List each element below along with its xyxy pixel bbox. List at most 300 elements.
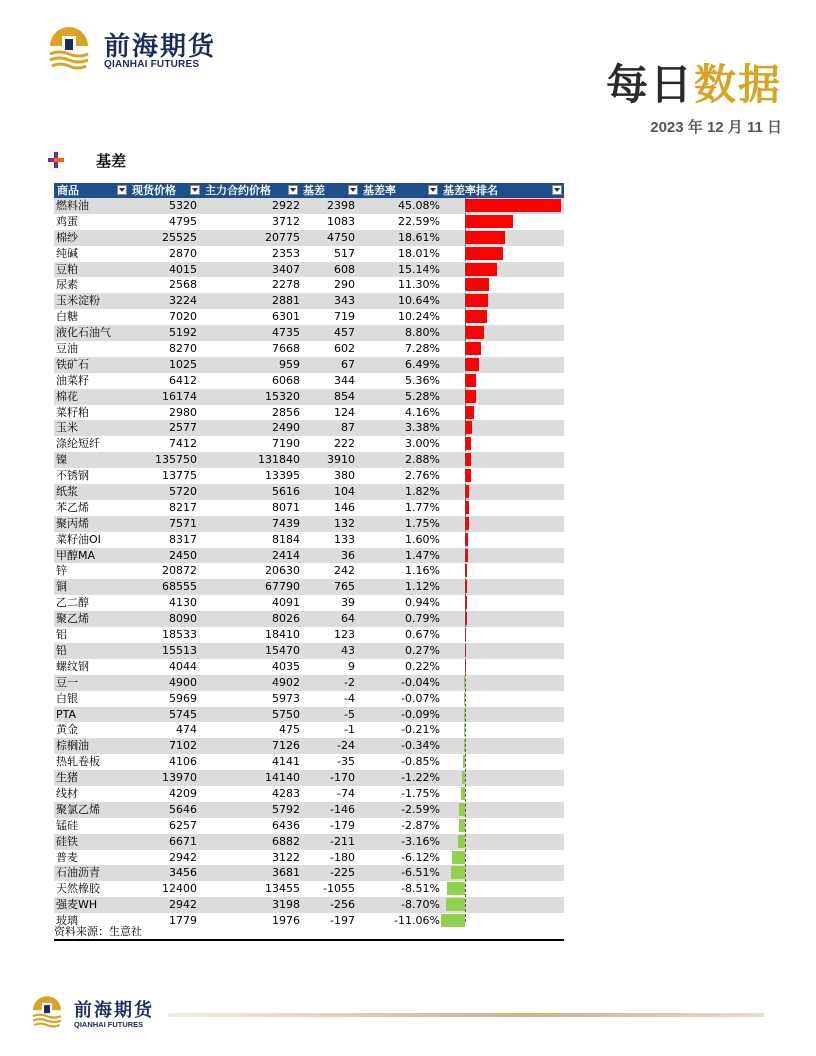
table-row	[54, 452, 564, 468]
basis-value: -197	[330, 914, 355, 928]
futures-price: 4902	[272, 675, 300, 689]
commodity-name: 锌	[56, 564, 67, 578]
rank-bar-cell	[442, 563, 564, 579]
commodity-name: 棕榈油	[56, 739, 89, 753]
rank-bar-cell	[442, 786, 564, 802]
futures-price: 7190	[272, 437, 300, 451]
basis-rate: -8.70%	[401, 898, 440, 912]
spot-price: 15513	[162, 643, 197, 657]
basis-rate: 10.64%	[398, 294, 440, 308]
spot-price: 2450	[169, 548, 197, 562]
commodity-name: 尿素	[56, 278, 78, 292]
basis-rate: 22.59%	[398, 214, 440, 228]
futures-price: 475	[279, 723, 300, 737]
table-row	[54, 770, 564, 786]
rank-bar-cell	[442, 405, 564, 421]
table-row	[54, 627, 564, 643]
futures-price: 5973	[272, 691, 300, 705]
futures-price: 6436	[272, 818, 300, 832]
spot-price: 8090	[169, 612, 197, 626]
table-row	[54, 532, 564, 548]
table-row	[54, 738, 564, 754]
basis-rate-bar	[465, 294, 488, 307]
futures-price: 6882	[272, 834, 300, 848]
basis-rate: 1.77%	[405, 500, 440, 514]
table-row	[54, 468, 564, 484]
spot-price: 5646	[169, 802, 197, 816]
spot-price: 5969	[169, 691, 197, 705]
commodity-name: 铜	[56, 580, 67, 594]
basis-value: 222	[334, 437, 355, 451]
spot-price: 474	[176, 723, 197, 737]
commodity-name: 铝	[56, 628, 67, 642]
rank-bar-cell	[442, 897, 564, 913]
basis-value: 124	[334, 405, 355, 419]
commodity-name: 聚乙烯	[56, 612, 89, 626]
basis-rate: 6.49%	[405, 357, 440, 371]
spot-price: 16174	[162, 389, 197, 403]
futures-price: 67790	[265, 580, 300, 594]
table-row	[54, 675, 564, 691]
spot-price: 5720	[169, 485, 197, 499]
futures-price: 7126	[272, 739, 300, 753]
rank-bar-cell	[442, 373, 564, 389]
basis-rate: 8.80%	[405, 326, 440, 340]
qianhai-logo-icon	[30, 994, 64, 1028]
commodity-name: 燃料油	[56, 199, 89, 212]
futures-price: 2353	[272, 246, 300, 260]
title-main: 每日	[605, 60, 694, 109]
spot-price: 2942	[169, 898, 197, 912]
rank-bar-cell	[442, 802, 564, 818]
basis-value: 719	[334, 310, 355, 324]
futures-price: 1976	[272, 914, 300, 928]
basis-rate: 18.61%	[398, 230, 440, 244]
table-row	[54, 595, 564, 611]
basis-value: -225	[330, 866, 355, 880]
basis-rate-bar	[452, 851, 465, 864]
basis-value: 64	[341, 612, 355, 626]
rank-bar-cell	[442, 834, 564, 850]
spot-price: 1025	[169, 357, 197, 371]
table-row	[54, 230, 564, 246]
rank-bar-cell	[442, 643, 564, 659]
rank-bar-cell	[442, 309, 564, 325]
commodity-name: 鸡蛋	[56, 214, 78, 228]
table-row	[54, 405, 564, 421]
futures-price: 4735	[272, 326, 300, 340]
table-row	[54, 722, 564, 738]
basis-value: -179	[330, 818, 355, 832]
rank-bar-cell	[442, 595, 564, 611]
futures-price: 20630	[265, 564, 300, 578]
rank-bar-cell	[442, 230, 564, 246]
futures-price: 8026	[272, 612, 300, 626]
futures-price: 2490	[272, 421, 300, 435]
basis-rate: -1.75%	[401, 786, 440, 800]
basis-rate: -2.59%	[401, 802, 440, 816]
rank-bar-cell	[442, 865, 564, 881]
rank-bar-cell	[442, 452, 564, 468]
basis-rate: -0.07%	[401, 691, 440, 705]
futures-price: 2922	[272, 199, 300, 212]
commodity-name: 聚氯乙烯	[56, 802, 100, 816]
basis-value: 344	[334, 373, 355, 387]
basis-rate-bar	[465, 326, 484, 339]
rank-bar-cell	[442, 198, 564, 214]
basis-rate: -1.22%	[401, 771, 440, 785]
filter-dropdown-icon[interactable]	[552, 185, 562, 195]
basis-table	[54, 183, 564, 929]
table-row	[54, 373, 564, 389]
spot-price: 4130	[169, 596, 197, 610]
commodity-name: 涤纶短纤	[56, 437, 100, 451]
table-row	[54, 548, 564, 564]
table-row	[54, 262, 564, 278]
basis-rate-bar	[465, 374, 476, 387]
spot-price: 7571	[169, 516, 197, 530]
commodity-name: 玉米	[56, 421, 78, 435]
commodity-name: 线材	[56, 786, 78, 800]
commodity-name: PTA	[56, 707, 77, 721]
basis-rate-bar	[446, 898, 465, 911]
commodity-name: 天然橡胶	[56, 882, 100, 896]
rank-bar-cell	[442, 389, 564, 405]
futures-price: 7668	[272, 342, 300, 356]
spot-price: 7102	[169, 739, 197, 753]
basis-value: 132	[334, 516, 355, 530]
futures-price: 14140	[265, 771, 300, 785]
table-row	[54, 579, 564, 595]
commodity-name: 苯乙烯	[56, 500, 89, 514]
basis-value: 608	[334, 262, 355, 276]
basis-rate-bar	[465, 278, 489, 291]
table-row	[54, 897, 564, 913]
rank-bar-cell	[442, 246, 564, 262]
rank-bar-cell	[442, 818, 564, 834]
basis-rate-bar	[465, 231, 505, 244]
futures-price: 6301	[272, 310, 300, 324]
basis-rate: 0.27%	[405, 643, 440, 657]
basis-rate: 1.12%	[405, 580, 440, 594]
filter-dropdown-icon[interactable]	[190, 185, 200, 195]
table-row	[54, 834, 564, 850]
table-row	[54, 389, 564, 405]
commodity-name: 豆粕	[56, 262, 78, 276]
basis-value: -146	[330, 802, 355, 816]
header-basis-rate: 基差率	[360, 183, 440, 198]
rank-bar-cell	[442, 532, 564, 548]
header-futures-price: 主力合约价格	[202, 183, 300, 198]
commodity-name: 螺纹钢	[56, 659, 89, 673]
header-commodity: 商品	[54, 183, 129, 198]
table-row	[54, 691, 564, 707]
title-accent: 数据	[693, 60, 782, 109]
rank-bar-cell	[442, 214, 564, 230]
commodity-name: 硅铁	[56, 834, 78, 848]
brand-name-cn: 前海期货	[104, 32, 217, 62]
spot-price: 4106	[169, 755, 197, 769]
basis-rate: 10.24%	[398, 310, 440, 324]
commodity-name: 油菜籽	[56, 373, 89, 387]
commodity-name: 黄金	[56, 723, 78, 737]
rank-bar-cell	[442, 770, 564, 786]
basis-value: 67	[341, 357, 355, 371]
spot-price: 6257	[169, 818, 197, 832]
basis-rate: 3.38%	[405, 421, 440, 435]
table-row	[54, 357, 564, 373]
commodity-name: 玉米淀粉	[56, 294, 100, 308]
table-row	[54, 802, 564, 818]
spot-price: 18533	[162, 628, 197, 642]
rank-bar-cell	[442, 420, 564, 436]
rank-bar-cell	[442, 691, 564, 707]
futures-price: 2881	[272, 294, 300, 308]
header-spot-price: 现货价格	[129, 183, 202, 198]
table-row	[54, 516, 564, 532]
spot-price: 20872	[162, 564, 197, 578]
spot-price: 7412	[169, 437, 197, 451]
basis-value: -74	[337, 786, 355, 800]
rank-bar-cell	[442, 881, 564, 897]
basis-value: 380	[334, 469, 355, 483]
commodity-name: 聚丙烯	[56, 516, 89, 530]
rank-bar-cell	[442, 579, 564, 595]
basis-value: 854	[334, 389, 355, 403]
basis-rate-bar	[465, 342, 481, 355]
table-header	[54, 183, 564, 198]
basis-value: 123	[334, 628, 355, 642]
rank-bar-cell	[442, 293, 564, 309]
spot-price: 6412	[169, 373, 197, 387]
basis-rate: 2.76%	[405, 469, 440, 483]
futures-price: 5750	[272, 707, 300, 721]
basis-rate: -2.87%	[401, 818, 440, 832]
filter-dropdown-icon[interactable]	[288, 185, 298, 195]
basis-rate: -6.12%	[401, 850, 440, 864]
basis-value: 87	[341, 421, 355, 435]
futures-price: 3198	[272, 898, 300, 912]
table-row	[54, 611, 564, 627]
basis-rate: 0.22%	[405, 659, 440, 673]
basis-rate: 11.30%	[398, 278, 440, 292]
section-label: 基差	[96, 152, 127, 170]
commodity-name: 普麦	[56, 850, 78, 864]
spot-price: 68555	[162, 580, 197, 594]
futures-price: 131840	[258, 453, 300, 467]
table-row	[54, 659, 564, 675]
spot-price: 8270	[169, 342, 197, 356]
basis-rate: -11.06%	[394, 914, 440, 928]
spot-price: 2577	[169, 421, 197, 435]
futures-price: 4141	[272, 755, 300, 769]
basis-value: -4	[344, 691, 355, 705]
basis-rate: 5.36%	[405, 373, 440, 387]
basis-value: 765	[334, 580, 355, 594]
basis-rate: 4.16%	[405, 405, 440, 419]
spot-price: 8217	[169, 500, 197, 514]
spot-price: 12400	[162, 882, 197, 896]
basis-value: 290	[334, 278, 355, 292]
basis-value: -5	[344, 707, 355, 721]
basis-rate: -0.85%	[401, 755, 440, 769]
footer-divider	[168, 1013, 764, 1017]
commodity-name: 纸浆	[56, 485, 78, 499]
spot-price: 4209	[169, 786, 197, 800]
rank-bar-cell	[442, 627, 564, 643]
rank-bar-cell	[442, 675, 564, 691]
basis-rate: 3.00%	[405, 437, 440, 451]
table-body	[54, 198, 564, 929]
futures-price: 18410	[265, 628, 300, 642]
basis-rate-bar	[465, 390, 476, 403]
basis-value: 104	[334, 485, 355, 499]
spot-price: 25525	[162, 230, 197, 244]
basis-rate: 0.94%	[405, 596, 440, 610]
basis-value: -35	[337, 755, 355, 769]
basis-value: -1	[344, 723, 355, 737]
table-row	[54, 818, 564, 834]
futures-price: 13395	[265, 469, 300, 483]
table-row	[54, 325, 564, 341]
rank-bar-cell	[442, 516, 564, 532]
futures-price: 3681	[272, 866, 300, 880]
section-bullet-icon	[48, 152, 64, 168]
basis-value: 43	[341, 643, 355, 657]
spot-price: 3456	[169, 866, 197, 880]
commodity-name: 强麦WH	[56, 898, 98, 912]
basis-rate: 1.75%	[405, 516, 440, 530]
basis-rate: 1.47%	[405, 548, 440, 562]
futures-price: 2278	[272, 278, 300, 292]
commodity-name: 铅	[56, 643, 67, 657]
futures-price: 4035	[272, 659, 300, 673]
commodity-name: 不锈钢	[56, 469, 89, 483]
basis-value: -2	[344, 675, 355, 689]
basis-value: 4750	[327, 230, 355, 244]
spot-price: 5320	[169, 199, 197, 212]
rank-bar-cell	[442, 548, 564, 564]
futures-price: 3122	[272, 850, 300, 864]
footer-logo	[30, 994, 180, 1034]
commodity-name: 锰硅	[56, 818, 78, 832]
rank-bar-cell	[442, 738, 564, 754]
table-row	[54, 420, 564, 436]
rank-bar-cell	[442, 707, 564, 723]
commodity-name: 棉花	[56, 389, 78, 403]
futures-price: 2414	[272, 548, 300, 562]
table-row	[54, 246, 564, 262]
filter-dropdown-icon[interactable]	[348, 185, 358, 195]
table-row	[54, 500, 564, 516]
futures-price: 3712	[272, 214, 300, 228]
rank-bar-cell	[442, 722, 564, 738]
basis-rate: -0.04%	[401, 675, 440, 689]
page-title	[606, 52, 782, 112]
basis-rate: 0.67%	[405, 628, 440, 642]
spot-price: 4795	[169, 214, 197, 228]
rank-bar-cell	[442, 262, 564, 278]
basis-value: 146	[334, 500, 355, 514]
basis-value: -24	[337, 739, 355, 753]
table-row	[54, 707, 564, 723]
spot-price: 1779	[169, 914, 197, 928]
basis-rate: -0.21%	[401, 723, 440, 737]
futures-price: 5792	[272, 802, 300, 816]
basis-value: 343	[334, 294, 355, 308]
commodity-name: 菜籽粕	[56, 405, 89, 419]
filter-dropdown-icon[interactable]	[428, 185, 438, 195]
spot-price: 5192	[169, 326, 197, 340]
basis-rate: 1.82%	[405, 485, 440, 499]
commodity-name: 白糖	[56, 310, 78, 324]
basis-value: 133	[334, 532, 355, 546]
table-row	[54, 754, 564, 770]
table-row	[54, 277, 564, 293]
header-basis: 基差	[300, 183, 360, 198]
basis-rate: -0.09%	[401, 707, 440, 721]
basis-rate-bar	[465, 406, 474, 419]
basis-rate-bar	[465, 215, 513, 228]
commodity-name: 甲醇MA	[56, 548, 96, 562]
basis-value: 36	[341, 548, 355, 562]
rank-bar-cell	[442, 277, 564, 293]
spot-price: 2942	[169, 850, 197, 864]
commodity-name: 玻璃	[56, 914, 78, 928]
basis-value: -170	[330, 771, 355, 785]
basis-rate: 45.08%	[398, 199, 440, 212]
basis-value: 39	[341, 596, 355, 610]
futures-price: 20775	[265, 230, 300, 244]
futures-price: 2856	[272, 405, 300, 419]
basis-rate: -6.51%	[401, 866, 440, 880]
basis-value: 457	[334, 326, 355, 340]
futures-price: 959	[279, 357, 300, 371]
table-row	[54, 563, 564, 579]
basis-rate: 15.14%	[398, 262, 440, 276]
basis-rate-bar	[465, 310, 487, 323]
qianhai-logo-icon	[46, 24, 92, 70]
bar-zero-axis	[465, 198, 466, 922]
futures-price: 3407	[272, 262, 300, 276]
basis-value: -256	[330, 898, 355, 912]
futures-price: 7439	[272, 516, 300, 530]
header-basis-rate-rank: 基差率排名	[440, 183, 564, 198]
basis-value: -211	[330, 834, 355, 848]
commodity-name: 纯碱	[56, 246, 78, 260]
futures-price: 4283	[272, 786, 300, 800]
source-note: 资料来源：生意社	[54, 925, 564, 941]
spot-price: 13970	[162, 771, 197, 785]
futures-price: 15470	[265, 643, 300, 657]
futures-price: 13455	[265, 882, 300, 896]
spot-price: 13775	[162, 469, 197, 483]
table-row	[54, 484, 564, 500]
futures-price: 6068	[272, 373, 300, 387]
filter-dropdown-icon[interactable]	[117, 185, 127, 195]
commodity-name: 菜籽油OI	[56, 532, 101, 546]
table-row	[54, 850, 564, 866]
basis-rate-bar	[465, 263, 497, 276]
footer-name-cn: 前海期货	[74, 1000, 154, 1021]
basis-rate: 5.28%	[405, 389, 440, 403]
basis-rate-bar	[447, 882, 465, 895]
spot-price: 2870	[169, 246, 197, 260]
rank-bar-cell	[442, 611, 564, 627]
rank-bar-cell	[442, 484, 564, 500]
basis-rate-bar	[465, 247, 503, 260]
basis-value: 2398	[327, 199, 355, 212]
